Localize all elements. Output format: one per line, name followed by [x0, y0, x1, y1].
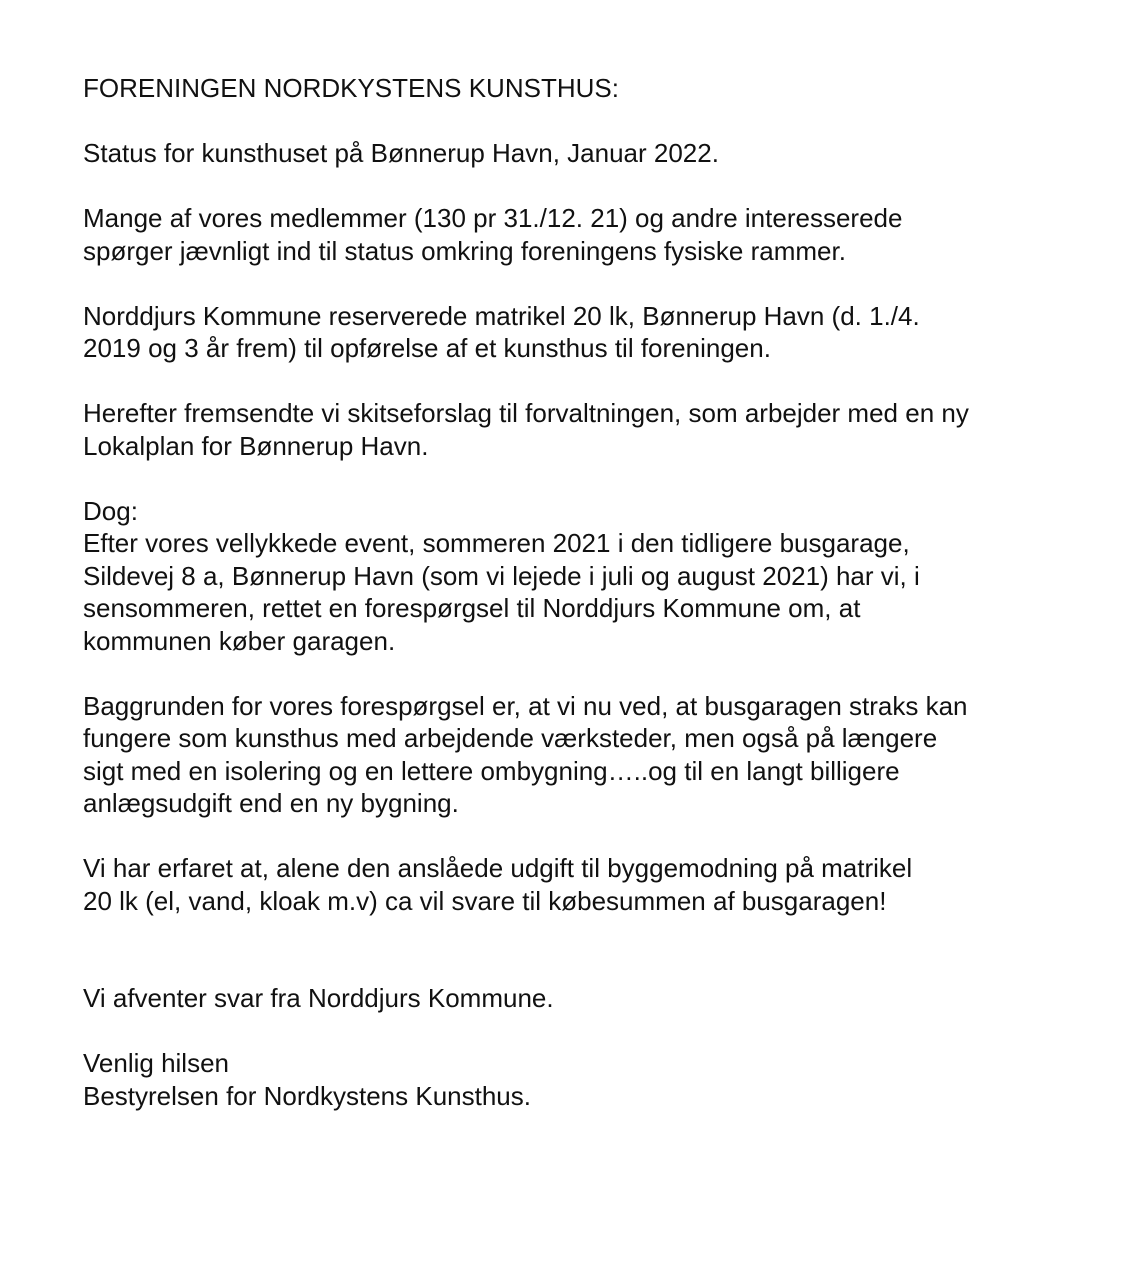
paragraph-line: sigt med en isolering og en lettere ombygning…..og til en langt billigere: [83, 755, 900, 786]
paragraph-line: Norddjurs Kommune reserverede matrikel 20 lk, Bønnerup Havn (d. 1./4.: [83, 300, 920, 331]
letter-body: [83, 72, 1083, 1112]
paragraph-erfaret: [83, 852, 1083, 917]
paragraph-line: Herefter fremsendte vi skitseforslag til forvaltningen, som arbejder med en ny: [83, 398, 969, 428]
letter-heading: FORENINGEN NORDKYSTENS KUNSTHUS:: [83, 73, 619, 103]
spacer: [83, 105, 1083, 138]
paragraph-line: spørger jævnligt ind til status omkring foreningens fysiske rammer.: [83, 235, 846, 266]
paragraph-line: 2019 og 3 år frem) til opførelse af et kunsthus til foreningen.: [83, 333, 771, 363]
paragraph-dog: [83, 495, 1083, 658]
paragraph-line: kommunen køber garagen.: [83, 625, 396, 656]
paragraph-kommune: [83, 300, 1083, 365]
closing-greeting: Venlig hilsen: [83, 1048, 229, 1078]
spacer: [83, 462, 1083, 495]
paragraph-members: [83, 202, 1083, 267]
afventer-line: Vi afventer svar fra Norddjurs Kommune.: [83, 983, 554, 1013]
paragraph-line: anlægsudgift end en ny bygning.: [83, 788, 459, 818]
paragraph-line: Vi har erfaret at, alene den anslåede udgift til byggemodning på matrikel: [83, 853, 913, 883]
paragraph-line: Baggrunden for vores forespørgsel er, at vi nu ved, at busgaragen straks kan: [83, 690, 968, 721]
spacer: [83, 267, 1083, 300]
spacer: [83, 820, 1083, 853]
status-line: Status for kunsthuset på Bønnerup Havn, Januar 2022.: [83, 138, 719, 168]
paragraph-line: Sildevej 8 a, Bønnerup Havn (som vi lejede i juli og august 2021) har vi, i: [83, 560, 920, 591]
spacer: [83, 657, 1083, 690]
paragraph-line: sensommeren, rettet en forespørgsel til Norddjurs Kommune om, at: [83, 593, 861, 623]
paragraph-line: Lokalplan for Bønnerup Havn.: [83, 430, 429, 461]
spacer: [83, 170, 1083, 203]
paragraph-line: Mange af vores medlemmer (130 pr 31./12. 21) og andre interesserede: [83, 203, 903, 233]
paragraph-line: Dog:: [83, 495, 138, 526]
paragraph-baggrund: [83, 690, 1083, 820]
signature: Bestyrelsen for Nordkystens Kunsthus.: [83, 1080, 531, 1111]
spacer: [83, 365, 1083, 398]
paragraph-line: 20 lk (el, vand, kloak m.v) ca vil svare til købesummen af busgaragen!: [83, 885, 887, 916]
paragraph-line: Efter vores vellykkede event, sommeren 2021 i den tidligere busgarage,: [83, 528, 910, 558]
paragraph-line: fungere som kunsthus med arbejdende værksteder, men også på længere: [83, 723, 938, 753]
spacer: [83, 1015, 1083, 1048]
paragraph-herefter: [83, 397, 1083, 462]
spacer: [83, 917, 1083, 982]
